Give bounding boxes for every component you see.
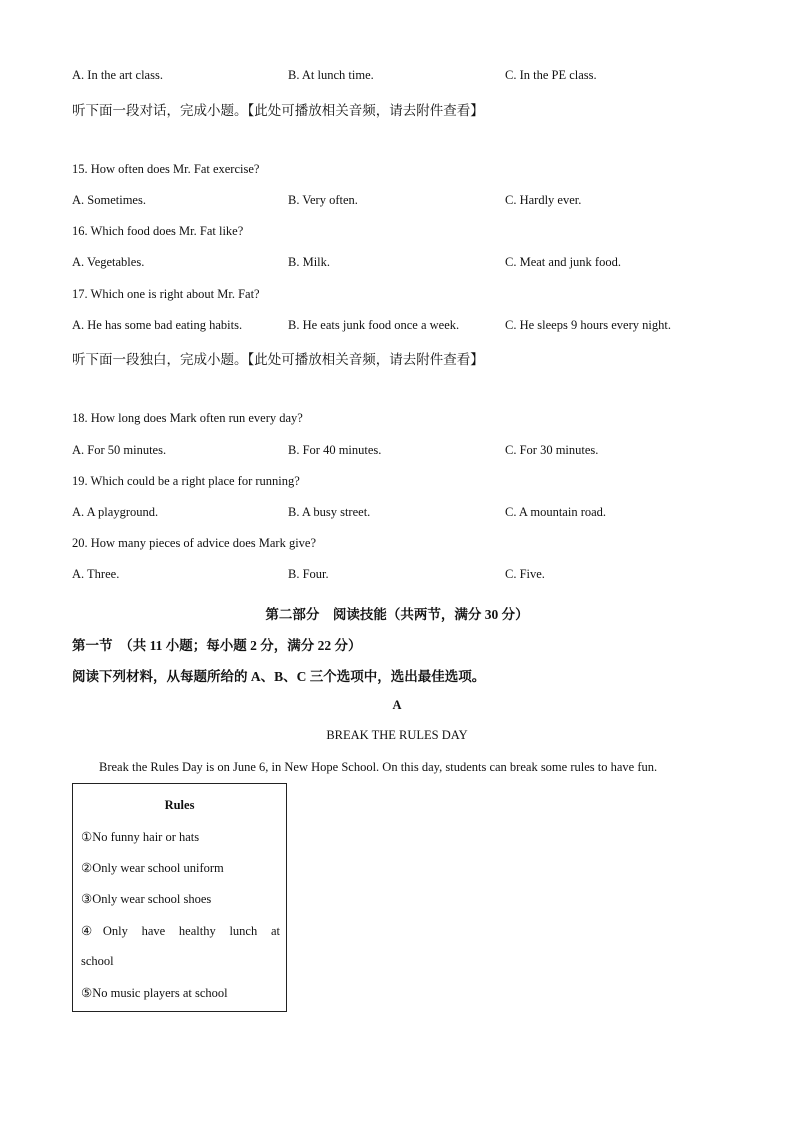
section1-heading: 第一节 （共 11 小题；每小题 2 分，满分 22 分） <box>72 638 362 653</box>
option-b: B. Very often. <box>288 193 358 207</box>
option-c: C. Hardly ever. <box>505 193 582 207</box>
question-20: 20. How many pieces of advice does Mark give? <box>72 536 317 550</box>
rule-item: ⑤No music players at school <box>81 986 228 1000</box>
option-b: B. For 40 minutes. <box>288 443 382 457</box>
question-15: 15. How often does Mr. Fat exercise? <box>72 162 260 176</box>
option-b: B. A busy street. <box>288 505 371 519</box>
reading-instruction: 阅读下列材料，从每题所给的 A、B、C 三个选项中，选出最佳选项。 <box>72 669 486 684</box>
option-c: C. A mountain road. <box>505 505 607 519</box>
rule-item-continued: school <box>81 954 114 968</box>
passage-label: A <box>392 698 402 712</box>
rule-item: ①No funny hair or hats <box>81 830 200 844</box>
option-c: C. Meat and junk food. <box>505 255 621 269</box>
option-b: B. At lunch time. <box>288 68 374 82</box>
q17-options <box>72 318 722 336</box>
option-c: C. He sleeps 9 hours every night. <box>505 318 671 332</box>
rule-item: ③Only wear school shoes <box>81 892 212 906</box>
option-c: C. Five. <box>505 567 545 581</box>
option-c: C. For 30 minutes. <box>505 443 599 457</box>
q16-options <box>72 255 722 273</box>
question-19: 19. Which could be a right place for running? <box>72 474 300 488</box>
option-a: A. Vegetables. <box>72 255 145 269</box>
option-a: A. A playground. <box>72 505 159 519</box>
option-b: B. Four. <box>288 567 329 581</box>
option-b: B. Milk. <box>288 255 331 269</box>
option-b: B. He eats junk food once a week. <box>288 318 460 332</box>
instruction-dialog: 听下面一段对话，完成小题。【此处可播放相关音频，请去附件查看】 <box>72 103 484 118</box>
q20-options <box>72 567 722 585</box>
rules-title: Rules <box>164 798 195 812</box>
rule-item: ②Only wear school uniform <box>81 861 224 875</box>
passage-title: BREAK THE RULES DAY <box>326 728 468 742</box>
option-a: A. He has some bad eating habits. <box>72 318 243 332</box>
option-a: A. For 50 minutes. <box>72 443 167 457</box>
option-a: A. Sometimes. <box>72 193 146 207</box>
option-c: C. In the PE class. <box>505 68 597 82</box>
question-18: 18. How long does Mark often run every day? <box>72 411 303 425</box>
q15-options <box>72 193 722 211</box>
question-17: 17. Which one is right about Mr. Fat? <box>72 287 260 301</box>
instruction-monologue: 听下面一段独白，完成小题。【此处可播放相关音频，请去附件查看】 <box>72 352 484 367</box>
option-a: A. Three. <box>72 567 120 581</box>
passage-intro: Break the Rules Day is on June 6, in New Hope School. On this day, students can break some rules to have fun. <box>99 760 658 774</box>
q19-options <box>72 505 722 523</box>
question-16: 16. Which food does Mr. Fat like? <box>72 224 244 238</box>
q18-options <box>72 443 722 461</box>
rules-box <box>72 783 287 1012</box>
rule-item: ④Only have healthy lunch at <box>81 924 280 938</box>
option-a: A. In the art class. <box>72 68 163 82</box>
part2-heading: 第二部分 阅读技能（共两节，满分 30 分） <box>265 607 529 622</box>
q14-options <box>72 68 722 86</box>
